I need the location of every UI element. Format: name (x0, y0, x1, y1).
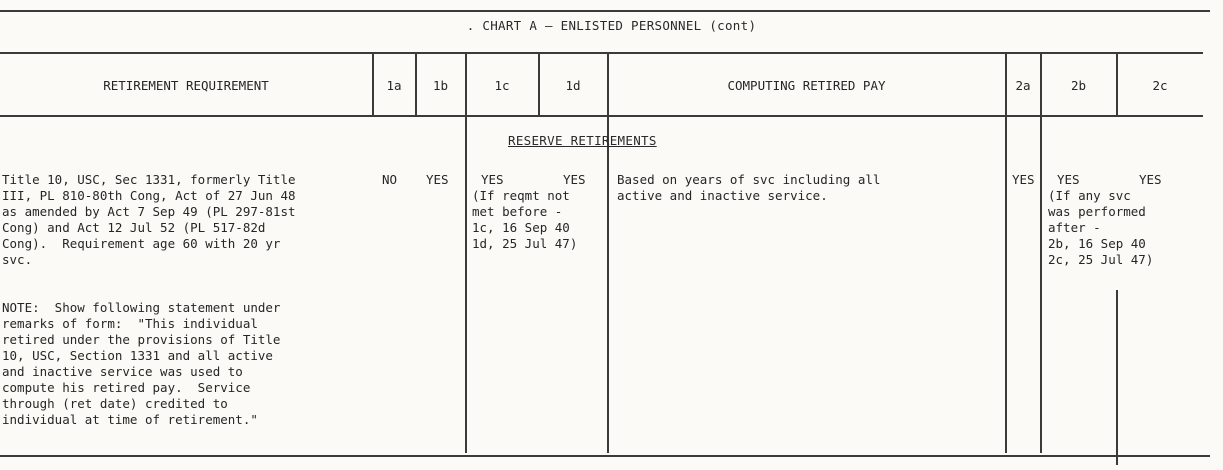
header-1a: 1a (386, 78, 402, 93)
requirement-note: NOTE: Show following statement under remarks of form: "This individual retired under the provisions of Title 10, USC, Section 1331 and all active and inactive service was used to compute his retired pay. Service through (ret date) credited to individual at time of retirement." (2, 300, 281, 427)
header-2b: 2b (1070, 78, 1087, 93)
header-2a: 2a (1015, 78, 1031, 93)
header-computing-retired-pay: COMPUTING RETIRED PAY (727, 78, 886, 93)
bottom-rule (0, 455, 1210, 457)
col-divider-2b-2c-lower (1116, 290, 1118, 465)
header-2c: 2c (1152, 78, 1168, 93)
header-1b: 1b (432, 78, 449, 93)
cell-1c-1d-note: (If reqmt not met before - 1c, 16 Sep 40 1d, 25 Jul 47) (472, 188, 578, 251)
header-bottom-rule (0, 115, 1203, 117)
col-divider-1b-1c (465, 53, 467, 453)
col-divider-2a-2b (1040, 53, 1042, 453)
cell-1b: YES (426, 172, 449, 187)
cell-2a: YES (1012, 172, 1035, 187)
header-1d: 1d (565, 78, 581, 93)
cell-computing: Based on years of svc including all active and inactive service. (617, 172, 881, 203)
header-retirement-requirement: RETIREMENT REQUIREMENT (103, 78, 269, 93)
cell-2b-2c-note: (If any svc was performed after - 2b, 16 Sep 40 2c, 25 Jul 47) (1048, 188, 1154, 267)
section-title: RESERVE RETIREMENTS (508, 133, 657, 148)
cell-1d: YES (563, 172, 586, 187)
col-divider-computing-2a (1005, 53, 1007, 453)
col-divider-1d-computing (607, 53, 609, 453)
requirement-text: Title 10, USC, Sec 1331, formerly Title III, PL 810-80th Cong, Act of 27 Jun 48 as amended by Act 7 Sep 49 (PL 297-81st Cong) and Act 12 Jul 52 (PL 517-82d Cong). Requirement age 60 with 20 yr svc. (2, 172, 296, 267)
chart-title: . CHART A – ENLISTED PERSONNEL (cont) (466, 18, 757, 33)
cell-1c: YES (481, 172, 504, 187)
header-1c: 1c (494, 78, 510, 93)
cell-2b: YES (1057, 172, 1080, 187)
cell-1a: NO (382, 172, 398, 187)
header-top-rule (0, 52, 1203, 54)
top-rule (0, 10, 1210, 12)
cell-2c: YES (1139, 172, 1162, 187)
